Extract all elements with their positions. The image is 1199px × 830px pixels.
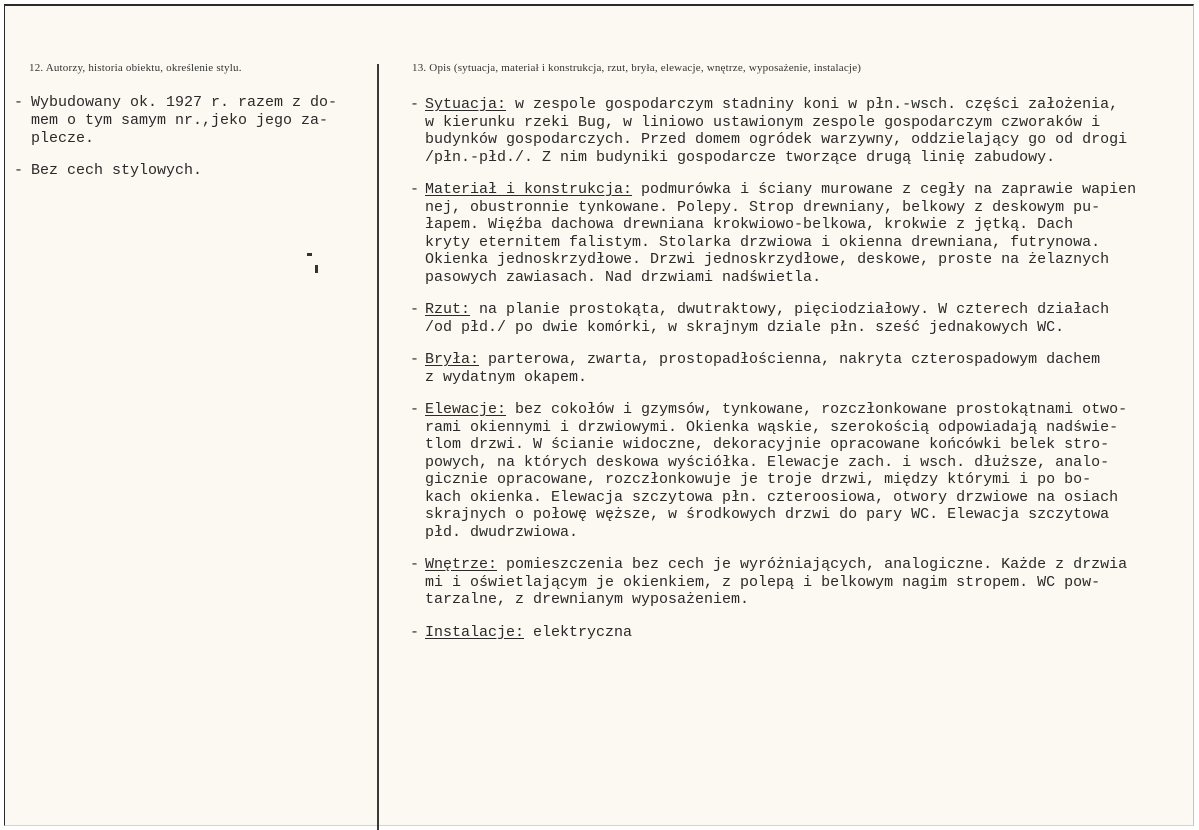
section-text-start: w zespole gospodarczym stadniny koni w płn.-wsch. części założenia,	[506, 96, 1119, 113]
text-line	[425, 624, 632, 642]
text-line: /płn.-płd./. Z nim budyniki gospodarcze tworzące drugą linię zabudowy.	[425, 148, 1056, 166]
text-line: mi i oświetlającym je okienkiem, z polepą i belkowym nagim stropem. WC pow-	[425, 573, 1101, 591]
description-section	[410, 301, 1199, 336]
text-line	[425, 556, 1127, 574]
section-heading: Rzut:	[425, 301, 471, 318]
right-column	[410, 96, 1199, 656]
item-text	[31, 94, 337, 148]
section-text	[425, 624, 632, 642]
bullet-dash: -	[410, 181, 420, 198]
section-text	[425, 181, 1136, 286]
left-list-item	[14, 162, 374, 180]
description-section	[410, 401, 1199, 541]
ink-mark	[315, 265, 318, 273]
text-line: rami okiennymi i drzwiowymi. Okienka wąskie, szerokością odpowiadają nadświe-	[425, 418, 1119, 436]
description-section	[410, 351, 1199, 386]
description-section	[410, 96, 1199, 166]
text-line: Okienka jednoskrzydłowe. Drzwi jednoskrzydłowe, deskowe, proste na żelaznych	[425, 251, 1110, 268]
section-text	[425, 301, 1109, 336]
text-line: skrajnych o połowę węższe, w środkowych drzwi do pary WC. Elewacja szczytowa	[425, 506, 1110, 523]
bullet-dash: -	[410, 556, 420, 573]
ink-mark	[307, 253, 312, 256]
description-section	[410, 181, 1199, 286]
text-line: łapem. Więźba dachowa drewniana krokwiowo-belkowa, krokwie z jętką. Dach	[425, 216, 1074, 233]
text-line: powych, na których deskowa wyściółka. Elewacje zach. i wsch. dłuższe, analo-	[425, 453, 1110, 471]
text-line: płd. dwudrzwiowa.	[425, 523, 579, 541]
text-line: tlom drzwi. W ścianie widoczne, dekoracyjnie opracowane końcówki belek stro-	[425, 436, 1110, 453]
text-line: kryty eternitem falistym. Stolarka drzwiowa i okienna drewniana, futrynowa.	[425, 233, 1101, 251]
bullet-dash: -	[410, 96, 420, 113]
bullet-dash: -	[410, 623, 420, 641]
text-line: w kierunku rzeki Bug, w liniowo ustawionym zespole gospodarczym czworaków i	[425, 113, 1101, 131]
left-list-item	[14, 94, 374, 148]
section-text-start: na planie prostokąta, dwutraktowy, pięciodziałowy. W czterech działach	[470, 301, 1110, 318]
bullet-dash: -	[14, 162, 24, 179]
section-text-start: podmurówka i ściany murowane z cegły na zaprawie wapien	[632, 181, 1137, 198]
section-text	[425, 96, 1127, 166]
bullet-dash: -	[410, 401, 420, 418]
section-text	[425, 401, 1127, 541]
description-section	[410, 624, 1199, 642]
text-line: gicznie opracowane, rozczłonkowuje je troje drzwi, między którymi i po bo-	[425, 471, 1092, 488]
text-line: Wybudowany ok. 1927 r. razem z do-	[31, 94, 338, 111]
section-text	[425, 556, 1127, 609]
text-line: pasowych zawiasach. Nad drzwiami nadświetla.	[425, 268, 822, 286]
text-line	[425, 301, 1109, 319]
section-heading: Bryła:	[425, 351, 480, 368]
section-heading: Sytuacja:	[425, 96, 507, 113]
item-text	[31, 162, 202, 180]
right-column-title: 13. Opis (sytuacja, materiał i konstrukcja, rzut, bryła, elewacje, wnętrze, wyposażenie, instalacje)	[412, 62, 862, 74]
text-line: z wydatnym okapem.	[425, 368, 588, 386]
section-text-start: bez cokołów i gzymsów, tynkowane, rozczłonkowane prostokątnami otwo-	[506, 401, 1128, 418]
section-heading: Instalacje:	[425, 623, 525, 641]
text-line: nej, obustronnie tynkowane. Polepy. Strop drewniany, belkowy z deskowym pu-	[425, 198, 1101, 216]
left-column	[14, 94, 374, 194]
section-text-start: elektryczna	[524, 623, 633, 641]
section-text	[425, 351, 1100, 386]
text-line: /od płd./ po dwie komórki, w skrajnym dziale płn. sześć jednakowych WC.	[425, 318, 1065, 336]
section-heading: Materiał i konstrukcja:	[425, 181, 633, 198]
column-divider	[377, 64, 379, 830]
text-line	[425, 96, 1127, 114]
text-line: plecze.	[31, 130, 95, 147]
text-line: mem o tym samym nr.,jeko jego za-	[31, 112, 329, 129]
section-heading: Elewacje:	[425, 401, 507, 418]
bullet-dash: -	[410, 351, 420, 368]
section-heading: Wnętrze:	[425, 556, 498, 573]
description-section	[410, 556, 1199, 609]
text-line: Bez cech stylowych.	[31, 162, 203, 179]
text-line	[425, 351, 1100, 369]
section-text-start: parterowa, zwarta, prostopadłościenna, nakryta czterospadowym dachem	[479, 351, 1101, 368]
text-line: budynków gospodarczych. Przed domem ogródek warzywny, oddzielający go od drogi	[425, 131, 1128, 148]
bullet-dash: -	[410, 301, 420, 318]
bullet-dash: -	[14, 94, 24, 111]
text-line: kach okienka. Elewacja szczytowa płn. czteroosiowa, otwory drzwiowe na osiach	[425, 488, 1119, 506]
text-line	[425, 181, 1136, 199]
section-text-start: pomieszczenia bez cech je wyróżniających, analogiczne. Każde z drzwia	[497, 556, 1128, 573]
text-line: tarzalne, z drewnianym wyposażeniem.	[425, 591, 750, 608]
left-column-title: 12. Autorzy, historia obiektu, określenie stylu.	[29, 62, 242, 74]
text-line	[425, 401, 1127, 419]
